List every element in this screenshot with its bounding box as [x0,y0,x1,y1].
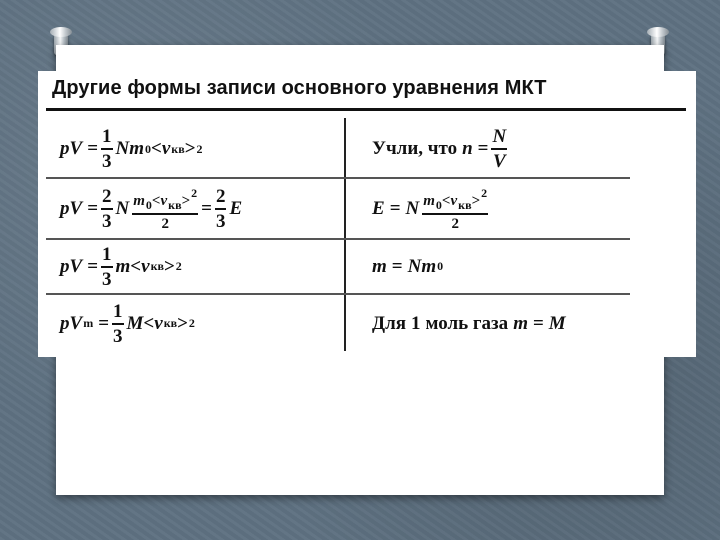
formula-table [38,71,696,357]
row-divider-1 [46,177,630,179]
row-divider-3 [46,293,630,295]
fraction-one-third: $\frac{1}{3}$ [102,126,112,172]
formula-row3-left: pV = $\frac{1}{3}$ m < v кв > 2 [60,243,182,290]
formula-row1-left: pV = $\frac{1}{3}$ N m 0 < v кв > 2 [60,126,203,172]
formula-row3-right: m = N m 0 [372,255,444,277]
title-underline [46,108,686,111]
formula-row4-left: pV m = $\frac{1}{3}$ M < v кв > 2 [60,300,195,347]
fraction-n-over-v: $\frac{N}{V}$ [492,126,507,172]
formula-row4-right: Для 1 моль газа m = M [372,312,566,334]
formula-row2-left: pV = $\frac{2}{3}$ N $\frac{m_0<v_{кв}>^2}{2}$ = $\frac{2}{3}$ E [60,185,243,232]
table-title: Другие формы записи основного уравнения МКТ [52,77,547,99]
column-divider [344,118,346,351]
fraction-kinetic-energy: $\frac{m_0<v_{кв}>^2}{2}$ [133,185,198,232]
formula-row2-right: E = N $\frac{m_0<v_{кв}>^2}{2}$ [372,185,488,232]
formula-row1-right: Учли, что n = $\frac{N}{V}$ [372,126,507,172]
